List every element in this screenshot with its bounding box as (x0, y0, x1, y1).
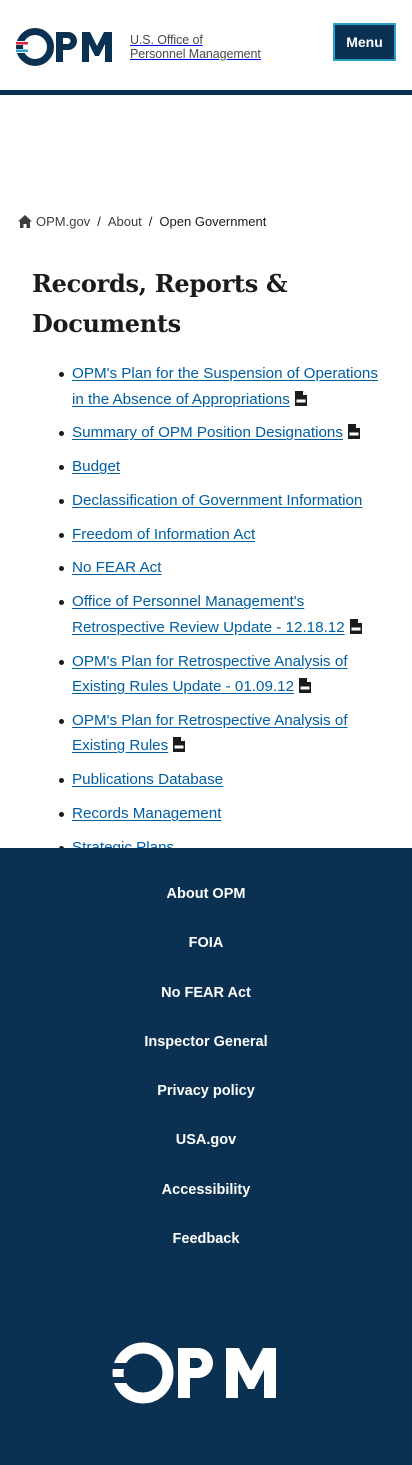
document-list-item (72, 589, 382, 640)
document-link[interactable]: Declassification of Government Information (72, 491, 363, 509)
opm-logo-link[interactable] (16, 28, 261, 66)
footer-link[interactable]: Privacy policy (157, 1083, 255, 1100)
document-link[interactable]: Office of Personnel Management's Retrospective Review Update - 12.18.12 (72, 593, 345, 636)
pdf-file-icon (295, 391, 307, 406)
breadcrumb-home-link[interactable]: OPM.gov (36, 214, 91, 229)
footer-link[interactable]: Inspector General (144, 1033, 268, 1050)
document-list-item (72, 454, 382, 480)
breadcrumb-about-link[interactable]: About (107, 214, 142, 229)
document-link[interactable]: Publications Database (72, 771, 224, 789)
document-link[interactable]: OPM's Plan for Retrospective Analysis of Existing Rules Update - 01.09.12 (72, 652, 348, 696)
document-list-item (72, 522, 382, 548)
breadcrumb (18, 214, 266, 229)
agency-name-line1: U.S. Office of (130, 33, 203, 47)
document-link[interactable]: Summary of OPM Position Designations (72, 424, 343, 442)
footer-link-item (0, 1230, 412, 1279)
footer-link-item (0, 1082, 412, 1131)
opm-footer-logo-icon (112, 1342, 294, 1404)
footer-link-item (0, 1131, 412, 1180)
document-list-item (72, 420, 382, 446)
menu-button[interactable]: Menu (333, 23, 396, 61)
footer-link-item (0, 1033, 412, 1082)
document-link[interactable]: No FEAR Act (72, 559, 162, 577)
document-list-item (72, 708, 382, 759)
opm-logo-icon (16, 28, 120, 66)
document-link[interactable]: Budget (72, 458, 121, 476)
footer-link[interactable]: No FEAR Act (161, 984, 251, 1001)
document-link[interactable]: OPM's Plan for the Suspension of Operations in the Absence of Appropriations (72, 365, 378, 408)
footer-link[interactable]: USA.gov (175, 1132, 237, 1149)
pdf-file-icon (350, 619, 362, 634)
document-link[interactable]: Records Management (72, 804, 222, 822)
agency-name (130, 33, 261, 61)
document-list-item (72, 361, 382, 412)
footer-links (0, 848, 412, 1279)
footer-link-item (0, 984, 412, 1033)
footer-link-item (0, 1181, 412, 1230)
document-list-item (72, 488, 382, 514)
site-header (0, 0, 412, 95)
home-icon (18, 215, 32, 228)
document-link[interactable]: OPM's Plan for Retrospective Analysis of Existing Rules (72, 711, 348, 755)
breadcrumb-separator: / (148, 214, 153, 229)
document-list-item (72, 649, 382, 700)
agency-name-line2: Personnel Management (130, 47, 261, 61)
document-list-item (72, 801, 382, 827)
breadcrumb-separator: / (97, 214, 101, 229)
document-list-item (72, 767, 382, 793)
pdf-file-icon (299, 678, 311, 693)
document-link[interactable]: Freedom of Information Act (72, 525, 256, 543)
footer-link-item (0, 934, 412, 983)
breadcrumb-current: Open Government (159, 214, 267, 229)
footer-link[interactable]: FOIA (188, 935, 224, 952)
site-footer (0, 848, 412, 1465)
pdf-file-icon (348, 424, 360, 439)
footer-link-item (0, 885, 412, 934)
pdf-file-icon (173, 737, 185, 752)
footer-link[interactable]: Accessibility (161, 1181, 251, 1198)
document-list-item (72, 555, 382, 581)
footer-link[interactable]: Feedback (172, 1231, 240, 1248)
page-title: Records, Reports & Documents (32, 269, 288, 338)
main-content (0, 95, 412, 848)
footer-link[interactable]: About OPM (166, 886, 246, 902)
documents-list (72, 361, 382, 869)
